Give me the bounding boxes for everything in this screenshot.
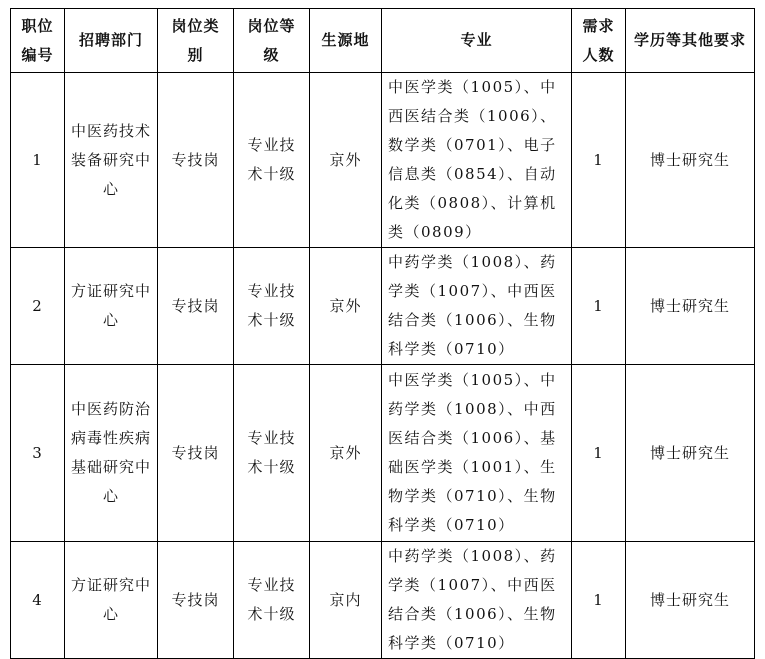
cell-dept: 方证研究中心 [65,248,158,365]
cell-dept: 方证研究中心 [65,542,158,659]
cell-count: 1 [572,73,626,248]
cell-origin: 京外 [310,248,382,365]
header-edu: 学历等其他要求 [626,9,755,73]
cell-id: 1 [11,73,65,248]
cell-edu: 博士研究生 [626,542,755,659]
cell-category: 专技岗 [158,73,234,248]
cell-major: 中药学类（1008）、药学类（1007）、中西医结合类（1006）、生物科学类（0710） [382,542,572,659]
cell-level: 专业技术十级 [234,73,310,248]
table-row [11,73,755,248]
cell-count: 1 [572,248,626,365]
cell-origin: 京外 [310,365,382,542]
cell-major: 中医学类（1005）、中西医结合类（1006）、数学类（0701）、电子信息类（0854）、自动化类（0808）、计算机类（0809） [382,73,572,248]
header-count: 需求人数 [572,9,626,73]
cell-id: 2 [11,248,65,365]
table-row [11,248,755,365]
cell-category: 专技岗 [158,542,234,659]
cell-level: 专业技术十级 [234,248,310,365]
recruitment-table-container [10,8,755,659]
cell-dept: 中医药技术装备研究中心 [65,73,158,248]
header-row [11,9,755,73]
header-dept: 招聘部门 [65,9,158,73]
header-id: 职位编号 [11,9,65,73]
cell-id: 4 [11,542,65,659]
cell-edu: 博士研究生 [626,73,755,248]
cell-level: 专业技术十级 [234,542,310,659]
cell-origin: 京内 [310,542,382,659]
header-origin: 生源地 [310,9,382,73]
cell-level: 专业技术十级 [234,365,310,542]
table-row [11,542,755,659]
cell-dept: 中医药防治病毒性疾病基础研究中心 [65,365,158,542]
header-major: 专业 [382,9,572,73]
cell-count: 1 [572,365,626,542]
cell-count: 1 [572,542,626,659]
header-level: 岗位等级 [234,9,310,73]
cell-id: 3 [11,365,65,542]
header-category: 岗位类别 [158,9,234,73]
cell-edu: 博士研究生 [626,248,755,365]
cell-category: 专技岗 [158,365,234,542]
table-row [11,365,755,542]
cell-origin: 京外 [310,73,382,248]
cell-major: 中医学类（1005）、中药学类（1008）、中西医结合类（1006）、基础医学类（1001）、生物学类（0710）、生物科学类（0710） [382,365,572,542]
recruitment-table [10,8,755,659]
cell-major: 中药学类（1008）、药学类（1007）、中西医结合类（1006）、生物科学类（0710） [382,248,572,365]
cell-edu: 博士研究生 [626,365,755,542]
cell-category: 专技岗 [158,248,234,365]
